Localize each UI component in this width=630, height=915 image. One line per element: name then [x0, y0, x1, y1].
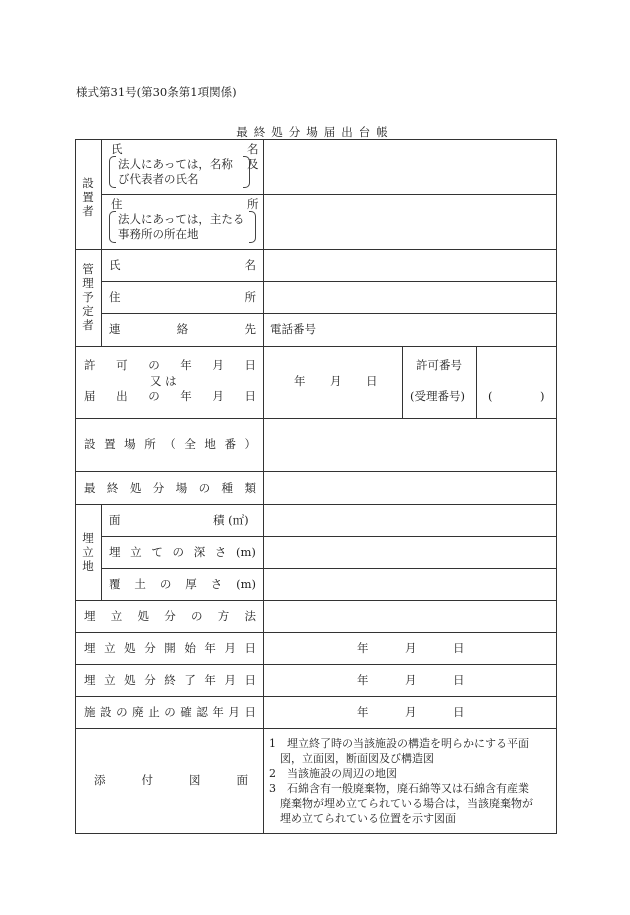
- installer-name-note-2: び代表者の氏名: [118, 172, 199, 186]
- closure-year: 年: [357, 705, 369, 719]
- end-date-label: 埋 立 処 分 終 了 年 月 日: [84, 673, 256, 687]
- cover-label: 覆 土 の 厚 さ (m): [109, 577, 256, 591]
- landfill-group-label: 埋立地: [82, 531, 94, 573]
- permit-number-label: 許可番号: [416, 358, 462, 372]
- bracket-close: [249, 211, 256, 243]
- permit-paren-close: ): [540, 389, 545, 403]
- document-title: 最終処分場届出台帳: [236, 125, 394, 139]
- installer-name-label-left: 氏: [111, 142, 123, 156]
- installer-address-label-right: 所: [247, 197, 259, 211]
- start-year: 年: [357, 641, 369, 655]
- permit-label-line3: 届 出 の 年 月 日: [84, 389, 256, 403]
- installer-address-note-1: 法人にあっては，主たる: [118, 212, 245, 226]
- start-day: 日: [453, 641, 465, 655]
- permit-day: 日: [366, 374, 378, 388]
- end-day: 日: [453, 673, 465, 687]
- installer-address-note-2: 事務所の所在地: [118, 227, 199, 241]
- installer-name-label-right: 名: [247, 142, 259, 156]
- closure-day: 日: [453, 705, 465, 719]
- installer-name-note-1: 法人にあっては，名称: [118, 157, 233, 171]
- attachment-line-6: 埋め立てられている位置を示す図面: [269, 812, 456, 825]
- installer-name-note-1b: 及: [247, 157, 259, 171]
- bracket-open: [109, 211, 116, 243]
- manager-address-label: 住 所: [109, 290, 256, 304]
- method-label: 埋 立 処 分 の 方 法: [84, 609, 256, 623]
- installer-group-label: 設置者: [82, 176, 94, 218]
- closure-month: 月: [405, 705, 417, 719]
- permit-label-line2: 又 は: [150, 374, 177, 388]
- manager-contact-label: 連 絡 先: [109, 322, 256, 336]
- manager-contact-value: 電話番号: [270, 322, 316, 336]
- permit-year: 年: [294, 374, 306, 388]
- attachment-line-3: 2 当該施設の周辺の地図: [269, 767, 397, 780]
- start-date-label: 埋 立 処 分 開 始 年 月 日: [84, 641, 256, 655]
- receipt-number-label: (受理番号): [410, 389, 465, 403]
- installer-address-label-left: 住: [111, 197, 123, 211]
- attachment-line-1: 1 埋立終了時の当該施設の構造を明らかにする平面: [269, 737, 529, 750]
- depth-label: 埋 立 て の 深 さ (m): [109, 545, 256, 559]
- area-label-right: 積 (㎡): [213, 513, 249, 527]
- attachments-label: 添 付 図 面: [94, 773, 248, 787]
- manager-name-label: 氏 名: [109, 258, 256, 272]
- bracket-open: [109, 156, 116, 188]
- end-year: 年: [357, 673, 369, 687]
- permit-paren-open: (: [488, 389, 493, 403]
- attachment-line-5: 廃棄物が埋め立てられている場合は，当該廃棄物が: [269, 797, 533, 810]
- permit-month: 月: [330, 374, 342, 388]
- end-month: 月: [405, 673, 417, 687]
- form-number: 様式第31号(第30条第1項関係): [76, 85, 237, 99]
- attachment-line-4: 3 石綿含有一般廃棄物，廃石綿等又は石綿含有産業: [269, 782, 529, 795]
- permit-label-line1: 許 可 の 年 月 日: [84, 358, 256, 372]
- type-label: 最 終 処 分 場 の 種 類: [84, 481, 256, 495]
- closure-date-label: 施 設 の 廃 止 の 確 認 年 月 日: [84, 705, 256, 719]
- location-label: 設 置 場 所 （ 全 地 番 ）: [84, 437, 256, 451]
- area-label-left: 面: [109, 513, 121, 527]
- start-month: 月: [405, 641, 417, 655]
- manager-group-label: 管理予定者: [82, 262, 94, 332]
- attachment-line-2: 図，立面図，断面図及び構造図: [269, 752, 434, 765]
